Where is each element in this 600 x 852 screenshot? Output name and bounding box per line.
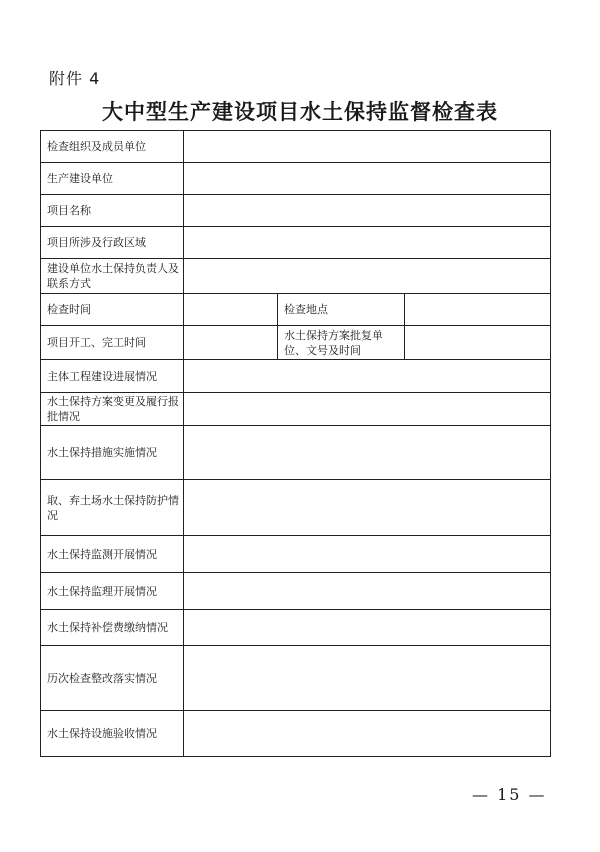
label-compensation-fee: 水土保持补偿费缴纳情况	[41, 610, 184, 646]
field-measures-implementation[interactable]	[184, 426, 551, 480]
form-row	[41, 227, 551, 259]
label-rectification: 历次检查整改落实情况	[41, 646, 184, 711]
label-plan-changes: 水土保持方案变更及履行报批情况	[41, 393, 184, 426]
form-row	[41, 131, 551, 163]
field-rectification[interactable]	[184, 646, 551, 711]
label-inspection-org: 检查组织及成员单位	[41, 131, 184, 163]
field-plan-changes[interactable]	[184, 393, 551, 426]
field-acceptance[interactable]	[184, 711, 551, 757]
inspection-form-table	[40, 130, 551, 757]
label-project-name: 项目名称	[41, 195, 184, 227]
label-plan-approval: 水土保持方案批复单位、文号及时间	[278, 326, 405, 360]
label-acceptance: 水土保持设施验收情况	[41, 711, 184, 757]
field-admin-region[interactable]	[184, 227, 551, 259]
form-row	[41, 393, 551, 426]
label-supervision: 水土保持监理开展情况	[41, 573, 184, 610]
form-row	[41, 480, 551, 536]
field-inspection-org[interactable]	[184, 131, 551, 163]
form-row	[41, 646, 551, 711]
page-number: — 15 —	[472, 785, 547, 804]
label-admin-region: 项目所涉及行政区域	[41, 227, 184, 259]
label-measures-implementation: 水土保持措施实施情况	[41, 426, 184, 480]
form-row	[41, 195, 551, 227]
form-row	[41, 426, 551, 480]
field-inspection-location[interactable]	[405, 294, 551, 326]
field-project-name[interactable]	[184, 195, 551, 227]
form-row	[41, 536, 551, 573]
label-start-end-time: 项目开工、完工时间	[41, 326, 184, 360]
field-contact-person[interactable]	[184, 259, 551, 294]
form-row	[41, 259, 551, 294]
field-monitoring[interactable]	[184, 536, 551, 573]
label-inspection-time: 检查时间	[41, 294, 184, 326]
label-construction-unit: 生产建设单位	[41, 163, 184, 195]
form-row	[41, 573, 551, 610]
label-main-progress: 主体工程建设进展情况	[41, 360, 184, 393]
field-main-progress[interactable]	[184, 360, 551, 393]
label-inspection-location: 检查地点	[278, 294, 405, 326]
form-row	[41, 610, 551, 646]
field-compensation-fee[interactable]	[184, 610, 551, 646]
form-row	[41, 360, 551, 393]
form-row	[41, 163, 551, 195]
label-borrow-spoil-protection: 取、弃土场水土保持防护情况	[41, 480, 184, 536]
field-plan-approval[interactable]	[405, 326, 551, 360]
field-inspection-time[interactable]	[184, 294, 278, 326]
field-borrow-spoil-protection[interactable]	[184, 480, 551, 536]
label-contact-person: 建设单位水土保持负责人及联系方式	[41, 259, 184, 294]
form-row	[41, 326, 551, 360]
label-monitoring: 水土保持监测开展情况	[41, 536, 184, 573]
attachment-label: 附件 4	[49, 69, 101, 88]
form-row	[41, 711, 551, 757]
form-title: 大中型生产建设项目水土保持监督检查表	[102, 100, 498, 124]
field-supervision[interactable]	[184, 573, 551, 610]
form-row	[41, 294, 551, 326]
field-start-end-time[interactable]	[184, 326, 278, 360]
field-construction-unit[interactable]	[184, 163, 551, 195]
